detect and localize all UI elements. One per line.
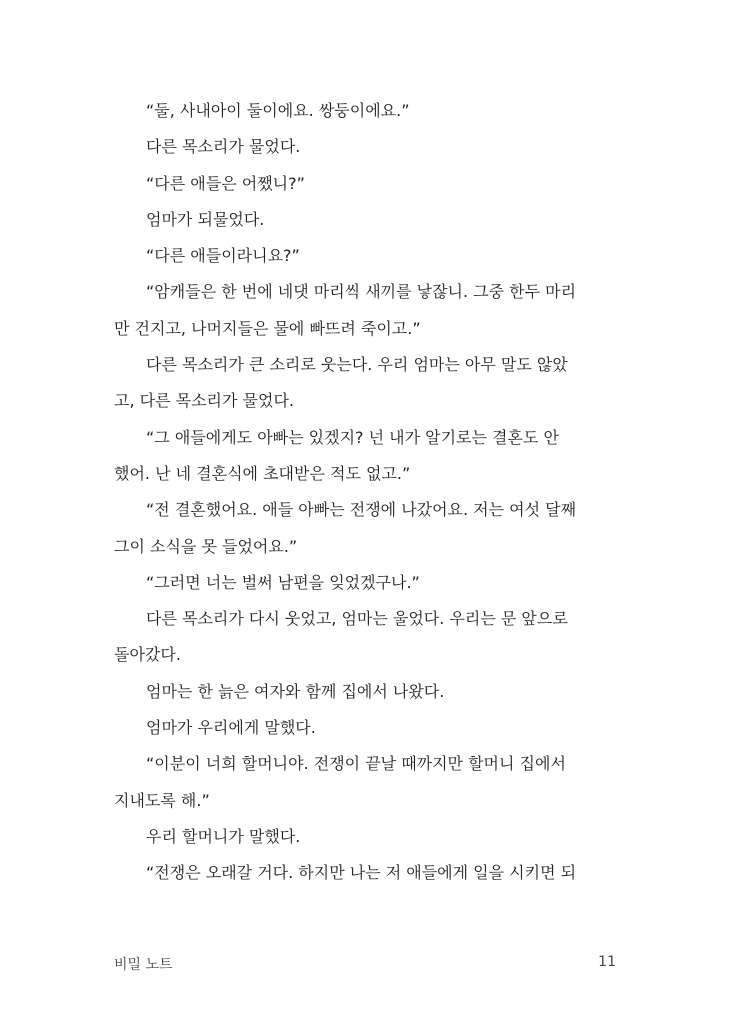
text-line: “전쟁은 오래갈 거다. 하지만 나는 저 애들에게 일을 시키면 되 [146,863,577,883]
text-line: 엄마는 한 늙은 여자와 함께 집에서 나왔다. [146,681,445,701]
text-line: 그이 소식을 못 들었어요.” [114,536,298,556]
paragraph [114,274,630,347]
text-line: “그러면 너는 벌써 남편을 잊었겠구나.” [146,572,420,592]
paragraph [130,855,630,891]
paragraph [114,420,630,493]
paragraph [130,93,630,129]
paragraph [114,347,630,420]
paragraph [130,674,630,710]
text-line: 다른 목소리가 다시 웃었고, 엄마는 울었다. 우리는 문 앞으로 [146,609,568,629]
paragraph [130,819,630,855]
text-line: 돌아갔다. [114,645,181,665]
page-body [114,93,630,892]
text-line: “이분이 너희 할머니야. 전쟁이 끝날 때까지만 할머니 집에서 [146,754,566,774]
paragraph [130,166,630,202]
paragraph [130,238,630,274]
text-line: “암캐들은 한 번에 네댓 마리씩 새끼를 낳잖니. 그중 한두 마리 [146,282,577,302]
paragraph [114,601,630,674]
paragraph [114,746,630,819]
text-line: 고, 다른 목소리가 물었다. [114,391,294,411]
paragraph [114,492,630,565]
page-footer [114,954,616,976]
text-line: “다른 애들은 어쨌니?” [146,173,305,193]
text-line: “전 결혼했어요. 애들 아빠는 전쟁에 나갔어요. 저는 여섯 달째 [146,500,577,520]
text-line: 지내도록 해.” [114,790,210,810]
text-line: 했어. 난 네 결혼식에 초대받은 적도 없고.” [114,463,411,483]
text-line: “둘, 사내아이 둘이에요. 쌍둥이에요.” [146,101,410,120]
text-line: 엄마가 우리에게 말했다. [146,718,316,738]
text-line: “다른 애들이라니요?” [146,246,300,266]
text-line: 다른 목소리가 큰 소리로 웃는다. 우리 엄마는 아무 말도 않았 [146,355,568,375]
text-line: 다른 목소리가 물었다. [146,137,301,157]
paragraph [130,129,630,165]
text-line: 엄마가 되물었다. [146,209,265,229]
running-head: 비밀 노트 [114,957,173,973]
text-line: “그 애들에게도 아빠는 있겠지? 넌 내가 알기로는 결혼도 안 [146,427,559,447]
page-number: 11 [598,954,616,970]
paragraph [130,202,630,238]
text-line: 우리 할머니가 말했다. [146,826,301,846]
text-line: 만 건지고, 나머지들은 물에 빠뜨려 죽이고.” [114,318,421,338]
paragraph [130,565,630,601]
paragraph [130,710,630,746]
